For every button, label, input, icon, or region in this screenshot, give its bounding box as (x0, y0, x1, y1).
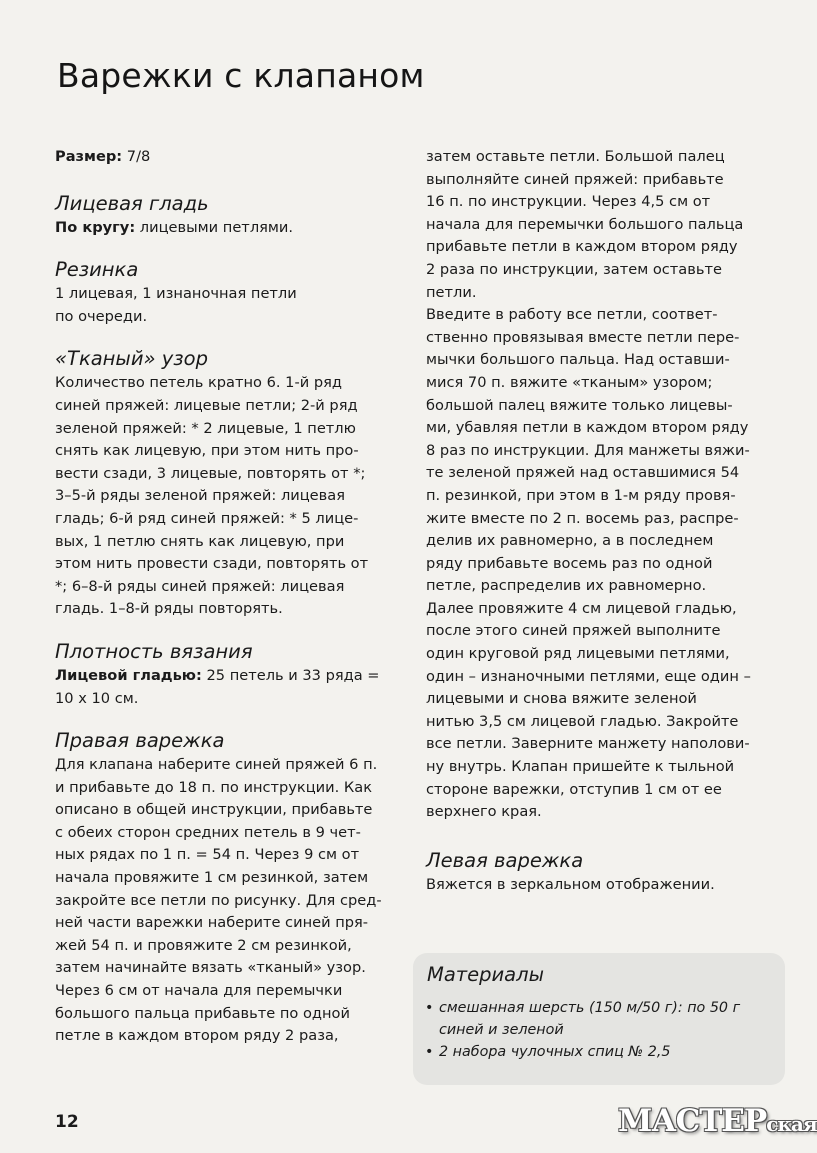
gauge-heading: Плотность вязания (55, 639, 253, 663)
bullet-icon: • (425, 1000, 434, 1016)
right-mitten-line: петле в каждом втором ряду 2 раза, (55, 1027, 339, 1045)
right-column (426, 146, 774, 914)
right-mitten-line: закройте все петли по рисунку. Для сред- (55, 891, 382, 909)
rib-heading: Резинка (55, 258, 139, 282)
woven-line: зеленой пряжей: * 2 лицевые, 1 петлю (55, 419, 356, 437)
paragraph (426, 146, 774, 304)
right-mitten-line: Для клапана наберите синей пряжей 6 п. (55, 756, 378, 774)
paragraph-line: один круговой ряд лицевыми петлями, (426, 645, 730, 663)
woven-line: этом нить провести сзади, повторять от (55, 555, 369, 573)
section-rib (55, 257, 400, 328)
gauge-line2: 10 х 10 см. (55, 689, 139, 707)
paragraph-line: верхнего края. (426, 803, 542, 821)
paragraph-line: затем оставьте петли. Большой палец (426, 148, 725, 165)
gauge-text (55, 665, 400, 688)
woven-line: гладь; 6-й ряд синей пряжей: * 5 лице- (55, 509, 359, 527)
woven-line: вых, 1 петлю снять как лицевую, при (55, 532, 345, 550)
paragraph-line: ми, убавляя петли в каждом втором ряду (426, 419, 749, 437)
paragraph-line: после этого синей пряжей выполните (426, 622, 721, 640)
stockinette-bold: По кругу: (55, 218, 136, 236)
right-mitten-heading: Правая варежка (55, 729, 225, 753)
left-mitten-heading: Левая варежка (426, 848, 584, 872)
right-mitten-line: описано в общей инструкции, прибавьте (55, 801, 373, 819)
paragraph-line: мися 70 п. вяжите «тканым» узором; (426, 373, 713, 391)
paragraph-line: начала для перемычки большого пальца (426, 215, 744, 233)
woven-line: вести сзади, 3 лицевые, повторять от *; (55, 464, 366, 482)
woven-line: синей пряжей: лицевые петли; 2-й ряд (55, 396, 358, 414)
paragraph-line: жите вместе по 2 п. восемь раз, распре- (426, 509, 739, 527)
paragraph-line: один – изнаночными петлями, еще один – (426, 667, 751, 685)
woven-heading: «Тканый» узор (55, 347, 208, 371)
materials-heading: Материалы (427, 963, 544, 986)
stockinette-heading: Лицевая гладь (55, 191, 209, 215)
materials-item-line: синей и зеленой (439, 1022, 564, 1038)
right-column-text (426, 146, 774, 824)
section-stockinette (55, 191, 400, 240)
paragraph-line: Далее провяжите 4 см лицевой гладью, (426, 599, 737, 617)
right-mitten-line: большого пальца прибавьте по одной (55, 1004, 350, 1022)
size-label: Размер: (55, 148, 123, 165)
paragraph-line: стороне варежки, отступив 1 см от ее (426, 780, 722, 798)
left-mitten-text: Вяжется в зеркальном отображении. (426, 875, 715, 893)
left-column (55, 146, 400, 1066)
right-mitten-line: затем начинайте вязать «тканый» узор. (55, 959, 366, 977)
woven-line: 3–5-й ряды зеленой пряжей: лицевая (55, 487, 345, 505)
paragraph (426, 304, 774, 598)
woven-line: Количество петель кратно 6. 1-й ряд (55, 374, 342, 392)
materials-item-line: 2 набора чулочных спиц № 2,5 (439, 1044, 671, 1060)
paragraph-line: мычки большого пальца. Над оставши- (426, 351, 730, 369)
stockinette-text (55, 217, 400, 240)
watermark-logo (618, 1103, 817, 1139)
rib-line: 1 лицевая, 1 изнаночная петли (55, 285, 297, 303)
paragraph-line: лицевыми и снова вяжите зеленой (426, 690, 697, 708)
right-mitten-text (55, 754, 400, 1048)
size-value: 7/8 (122, 148, 151, 165)
page-number: 12 (55, 1112, 79, 1132)
woven-text (55, 372, 400, 621)
paragraph-line: выполняйте синей пряжей: прибавьте (426, 170, 724, 188)
paragraph-line: те зеленой пряжей над оставшимися 54 (426, 464, 740, 482)
materials-item (425, 997, 775, 1041)
paragraph-line: 8 раз по инструкции. Для манжеты вяжи- (426, 441, 750, 459)
woven-line: снять как лицевую, при этом нить про- (55, 442, 359, 460)
paragraph-line: большой палец вяжите только лицевы- (426, 396, 733, 414)
materials-item (425, 1041, 775, 1063)
paragraph-line: все петли. Заверните манжету наполови- (426, 735, 750, 753)
right-mitten-line: с обеих сторон средних петель в 9 чет- (55, 823, 361, 841)
woven-line: *; 6–8-й ряды синей пряжей: лицевая (55, 577, 345, 595)
right-mitten-line: жей 54 п. и провяжите 2 см резинкой, (55, 936, 352, 954)
paragraph-line: 16 п. по инструкции. Через 4,5 см от (426, 193, 711, 211)
gauge-bold: Лицевой гладью: (55, 666, 202, 684)
section-left-mitten (426, 848, 774, 897)
paragraph-line: петли. (426, 283, 477, 301)
right-mitten-line: Через 6 см от начала для перемычки (55, 982, 343, 1000)
rib-line: по очереди. (55, 307, 148, 325)
paragraph-line: 2 раза по инструкции, затем оставьте (426, 260, 722, 278)
paragraph-line: ственно провязывая вместе петли пере- (426, 328, 740, 346)
section-woven (55, 346, 400, 621)
section-right-mitten (55, 728, 400, 1048)
right-mitten-line: начала провяжите 1 см резинкой, затем (55, 869, 369, 887)
right-mitten-line: и прибавьте до 18 п. по инструкции. Как (55, 778, 373, 796)
right-mitten-line: ней части варежки наберите синей пря- (55, 914, 369, 932)
paragraph-line: прибавьте петли в каждом втором ряду (426, 238, 738, 256)
size-line (55, 146, 400, 169)
paragraph-line: делив их равномерно, а в последнем (426, 532, 714, 550)
paragraph (426, 598, 774, 824)
materials-list (425, 997, 775, 1063)
section-gauge (55, 639, 400, 710)
page-title: Варежки с клапаном (57, 56, 425, 95)
rib-text (55, 283, 400, 328)
gauge-desc: 25 петель и 33 ряда = (201, 666, 380, 684)
paragraph-line: нитью 3,5 см лицевой гладью. Закройте (426, 712, 739, 730)
materials-item-line: смешанная шерсть (150 м/50 г): по 50 г (439, 1000, 741, 1016)
woven-line: гладь. 1–8-й ряды повторять. (55, 600, 283, 618)
watermark-tail: ская (766, 1112, 817, 1136)
watermark-main: МАСТЕР (618, 1103, 767, 1139)
paragraph-line: п. резинкой, при этом в 1-м ряду провя- (426, 486, 736, 504)
bullet-icon: • (425, 1044, 434, 1060)
paragraph-line: петле, распределив их равномерно. (426, 577, 707, 595)
paragraph-line: Введите в работу все петли, соответ- (426, 306, 718, 324)
right-mitten-line: ных рядах по 1 п. = 54 п. Через 9 см от (55, 846, 360, 864)
materials-box (413, 953, 785, 1085)
stockinette-desc: лицевыми петлями. (135, 218, 294, 236)
paragraph-line: ряду прибавьте восемь раз по одной (426, 554, 713, 572)
paragraph-line: ну внутрь. Клапан пришейте к тыльной (426, 758, 735, 776)
